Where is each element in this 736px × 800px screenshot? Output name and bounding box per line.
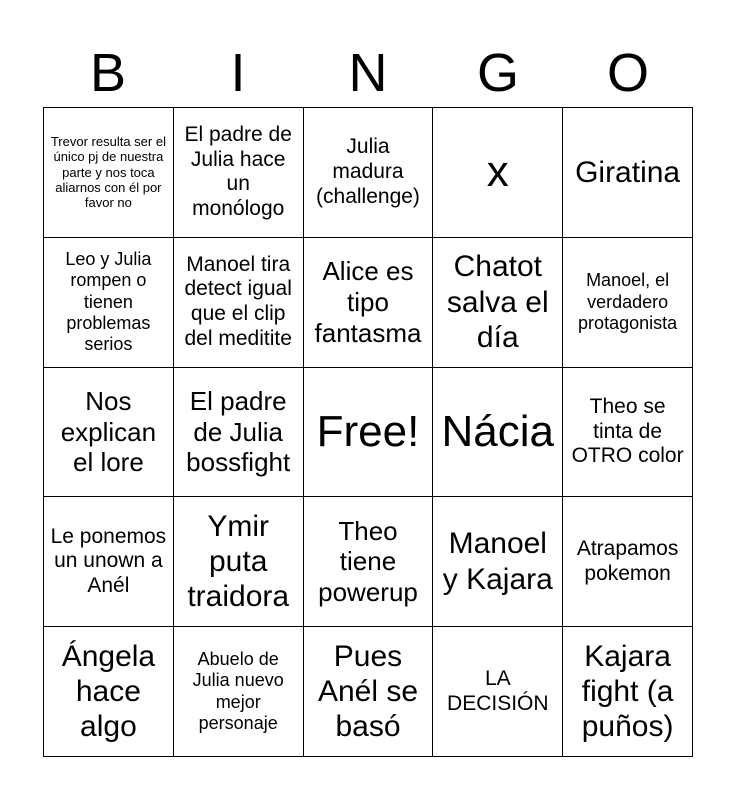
bingo-cell[interactable]: Chatot salva el día (433, 238, 563, 368)
bingo-cell[interactable]: Ymir puta traidora (174, 497, 304, 627)
bingo-cell[interactable]: Le ponemos un unown a Anél (44, 497, 174, 627)
bingo-cell[interactable]: Leo y Julia rompen o tienen problemas serios (44, 238, 174, 368)
bingo-board (43, 107, 693, 757)
bingo-header (43, 40, 693, 106)
bingo-cell[interactable]: El padre de Julia bossfight (174, 368, 304, 498)
header-letter-b: B (89, 43, 127, 103)
header-letter-g: G (476, 43, 519, 103)
bingo-cell[interactable]: x (433, 108, 563, 238)
bingo-cell[interactable]: Atrapamos pokemon (563, 497, 693, 627)
bingo-cell[interactable]: LA DECISIÓN (433, 627, 563, 757)
header-letter-n: N (348, 43, 388, 103)
bingo-cell[interactable]: Kajara fight (a puños) (563, 627, 693, 757)
bingo-cell[interactable]: Trevor resulta ser el único pj de nuestra parte y nos toca aliarnos con él por favor no (44, 108, 174, 238)
bingo-cell[interactable]: Julia madura (challenge) (304, 108, 434, 238)
bingo-cell[interactable]: Pues Anél se basó (304, 627, 434, 757)
bingo-cell[interactable]: Theo se tinta de OTRO color (563, 368, 693, 498)
bingo-cell[interactable]: Manoel, el verdadero protagonista (563, 238, 693, 368)
bingo-cell[interactable]: Manoel y Kajara (433, 497, 563, 627)
free-space[interactable]: Free! (304, 368, 434, 498)
bingo-cell[interactable]: Nácia (433, 368, 563, 498)
bingo-cell[interactable]: Abuelo de Julia nuevo mejor personaje (174, 627, 304, 757)
bingo-cell[interactable]: Ángela hace algo (44, 627, 174, 757)
header-letter-i: I (230, 43, 246, 103)
bingo-cell[interactable]: Theo tiene powerup (304, 497, 434, 627)
header-letter-o: O (606, 43, 649, 103)
bingo-cell[interactable]: Nos explican el lore (44, 368, 174, 498)
bingo-cell[interactable]: Manoel tira detect igual que el clip del meditite (174, 238, 304, 368)
bingo-cell[interactable]: Alice es tipo fantasma (304, 238, 434, 368)
bingo-cell[interactable]: El padre de Julia hace un monólogo (174, 108, 304, 238)
bingo-cell[interactable]: Giratina (563, 108, 693, 238)
